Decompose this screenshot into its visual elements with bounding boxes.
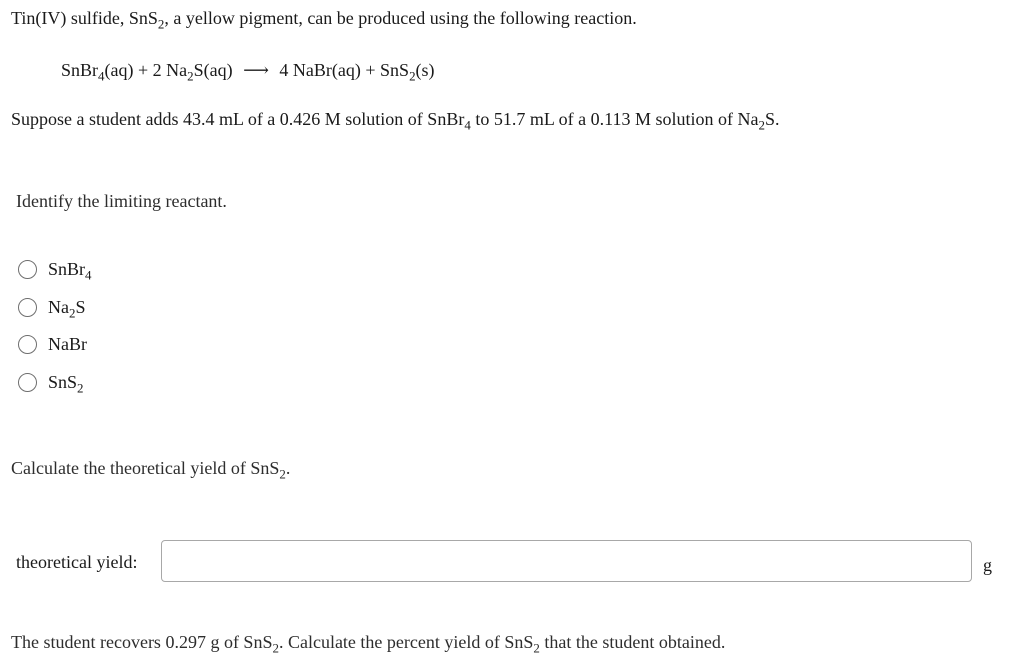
radio-button[interactable] <box>18 335 37 354</box>
option-na2s[interactable] <box>18 294 86 320</box>
radio-button[interactable] <box>18 373 37 392</box>
percent-yield-prompt: The student recovers 0.297 g of SnS$_2$. Calculate the percent yield of SnS$_2$ that the student obtained. <box>11 632 726 656</box>
option-snbr4[interactable] <box>18 256 92 282</box>
scenario-text: Suppose a student adds 43.4 mL of a 0.426 M solution of SnBr$_4$ to 51.7 mL of a 0.113 M solution of $Na_2S$. <box>11 109 780 133</box>
intro-text: Tin(IV) sulfide, SnS$_2$, a yellow pigment, can be produced using the following reaction. <box>11 8 637 32</box>
reaction-equation: SnBr$_4$(aq) + 2 $Na_2S(aq)$ ⟶ 4 NaBr(aq) + SnS$_2$(s) <box>61 60 435 84</box>
option-label[interactable]: NaBr <box>48 333 87 354</box>
unit-label: g <box>983 555 992 575</box>
radio-button[interactable] <box>18 260 37 279</box>
theoretical-yield-input[interactable] <box>161 540 972 582</box>
option-label[interactable]: $Na_2S$ <box>48 296 86 321</box>
reaction-arrow: ⟶ <box>243 60 269 80</box>
option-sns2[interactable] <box>18 369 84 395</box>
theoretical-yield-prompt: Calculate the theoretical yield of SnS$_2$. <box>11 458 291 482</box>
theoretical-yield-label: theoretical yield: <box>16 552 138 572</box>
radio-button[interactable] <box>18 298 37 317</box>
option-label[interactable]: SnBr$_4$ <box>48 258 92 283</box>
limiting-reactant-prompt: Identify the limiting reactant. <box>16 191 227 211</box>
option-nabr[interactable] <box>18 331 87 357</box>
option-label[interactable]: SnS$_2$ <box>48 371 84 396</box>
